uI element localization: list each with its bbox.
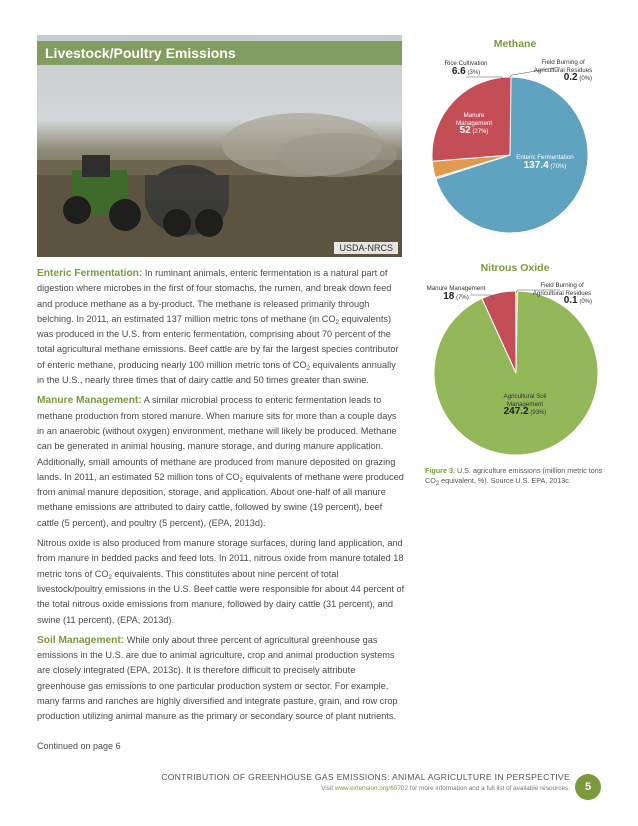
continued-note: Continued on page 6 — [37, 741, 121, 751]
section-lead: Enteric Fermentation: — [37, 268, 143, 279]
methane-label-rice: Rice Cultivation 6.6 (3%) — [444, 60, 488, 77]
nitrous-label-soil: Agricultural Soil Management 247.2 (93%) — [503, 393, 547, 417]
footer-subline: Visit www.extension.org/60702 for more information and a full list of available resources. — [321, 785, 570, 792]
paragraph: Soil Management: While only about three percent of agricultural greenhouse gas emissions in the U.S. are due to animal agriculture, crop and animal production systems are closely integrated (EPA, 2013c). It is therefore difficult to precisely attribute greenhouse gas emissions to one particular production system or sector. For example, many farms and ranches are highly diversified and integrate pasture, grain, and row crop production utilizing animal manure as the primary or secondary source of plant nutrients. — [37, 634, 398, 722]
section-lead: Manure Management: — [37, 395, 142, 407]
page-footer — [100, 772, 570, 792]
section-lead: Soil Management: — [37, 634, 125, 646]
photo-credit: USDA-NRCS — [334, 242, 398, 254]
nitrous-chart-title: Nitrous Oxide — [480, 262, 550, 274]
figure-caption: Figure 3. U.S. agriculture emissions (million metric tons $CO_2$ equivalent, %). Source U.S. EPA, 2013c. — [425, 466, 603, 487]
footer-link[interactable]: www.extension.org/60702 — [334, 785, 409, 792]
nitrous-label-manure: Manure Management 18 (7%) — [426, 285, 486, 302]
footer-title: CONTRIBUTION OF GREENHOUSE GAS EMISSIONS: ANIMAL AGRICULTURE IN PERSPECTIVE — [161, 772, 570, 782]
methane-label-enteric: Enteric Fermentation 137.4 (70%) — [516, 154, 574, 171]
photo-banner: Livestock/Poultry Emissions — [37, 41, 402, 65]
page-number: 5 — [575, 774, 601, 800]
methane-chart-title: Methane — [493, 38, 537, 50]
paragraph: Enteric Fermentation: In ruminant animals, enteric fermentation is a natural part of digestion where microbes in the first of four stomachs, the rumen, and break down feed and produce methane as a by-product. The methane is released primarily through belching. In 2011, an estimated 137 million metric tons of methane (in $CO_2$ equivalents) was produced in the U.S. from enteric fermentation, comprising about 70 percent of the total agricultural methane emissions. Beef cattle are by far the largest species contributor of enteric methane, producing nearly 100 million metric tons of $CO_2$ equivalents annually in the U.S., nearly three times that of dairy cattle and 50 times greater than swine. — [37, 268, 399, 386]
methane-label-field: Field Burning of Agricultural Residues 0.2 (0%) — [533, 59, 593, 83]
methane-label-manure: Manure Management 52 (27%) — [455, 112, 493, 136]
nitrous-label-field: Field Burning of Agricultural Residues 0.1 (0%) — [532, 282, 592, 306]
paragraph: Manure Management: A similar microbial process to enteric fermentation leads to methane production from stored manure. When manure sits for more than a couple days in an anaerobic (without oxygen) environment, methane will likely be produced. Methane can be generated in animal housing, manure storage, and during manure application. Additionally, small amounts of methane are produced from manure deposited on grazing lands. In 2011, an estimated 52 million tons of $CO_2$ equivalents of methane were produced from animal manure deposition, storage, and application. About one-half of all manure methane emissions are attributed to dairy cattle, followed by swine (19 percent), beef cattle (5 percent), and poultry (5 percent), (EPA, 2013d). — [37, 395, 404, 528]
paragraph: Nitrous oxide is also produced from manure storage surfaces, during land application, and from manure in bedded packs and feed lots. In 2011, nitrous oxide from manure totaled 18 metric tons of $CO_2$ equivalents. This constitutes about nine percent of total livestock/poultry emissions in the U.S. Beef cattle were responsible for about 44 percent of the total nitrous oxide emissions from manure, followed by dairy cattle (31 percent), and swine (11 percent), (EPA, 2013d). — [37, 538, 405, 625]
